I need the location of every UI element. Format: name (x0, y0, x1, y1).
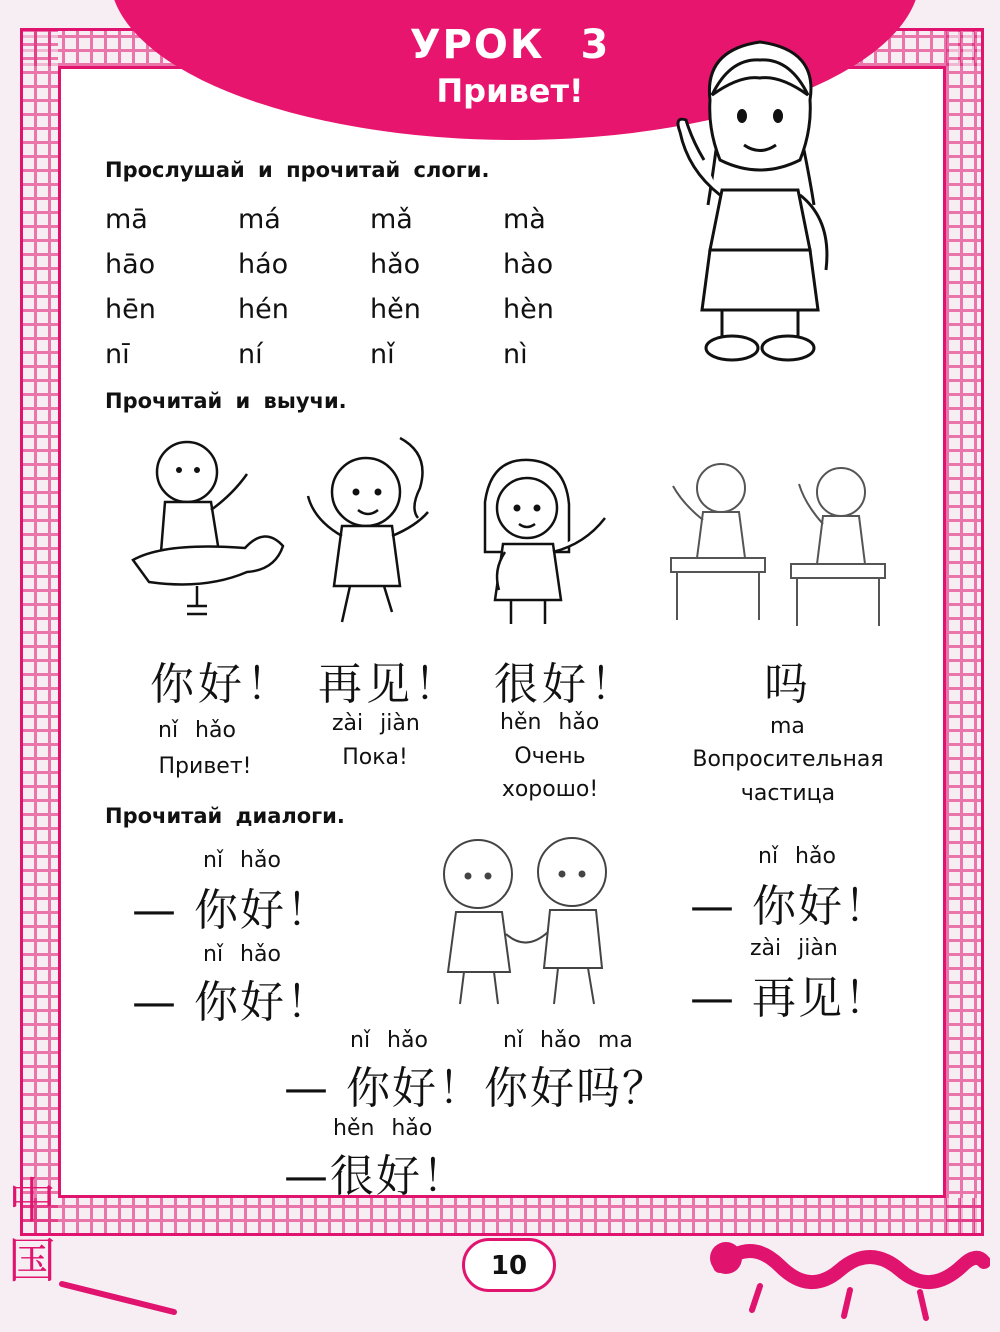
word-gloss: Очень (514, 744, 586, 769)
syllable: hǎo (370, 249, 421, 280)
word-hanzi: 很好！ (494, 659, 638, 710)
syllable: hēn (105, 294, 156, 325)
dialog-line: — 你好！ (132, 885, 332, 936)
dialog-pinyin: nǐ hǎo (203, 848, 281, 873)
lesson-title: Привет! (436, 72, 584, 110)
side-character: 国 (8, 1233, 57, 1289)
syllable: ní (238, 339, 263, 370)
word-gloss: Привет! (158, 754, 252, 779)
syllable: má (238, 204, 281, 235)
word-pinyin: zài jiàn (332, 711, 420, 736)
word-pinyin: nǐ hǎo (158, 718, 236, 743)
pupils-at-desks-illustration (655, 448, 895, 638)
syllable: mà (503, 204, 546, 235)
side-character: 中 (8, 1173, 57, 1229)
syllable: nǐ (370, 339, 395, 370)
page-number-badge (462, 1238, 556, 1292)
syllable: hào (503, 249, 554, 280)
dialog-pinyin: nǐ hǎo (350, 1028, 428, 1053)
section-title-dialogs: Прочитай диалоги. (105, 804, 345, 828)
word-hanzi: 再见！ (318, 659, 462, 710)
word-pinyin: ma (770, 714, 805, 739)
dialog-line: — 你好！你好吗？ (284, 1063, 668, 1114)
syllable: háo (238, 249, 289, 280)
word-gloss: Вопросительная (692, 747, 884, 772)
lesson-number: УРОК 3 (409, 22, 611, 68)
word-hanzi: 吗 (764, 659, 812, 710)
syllable: nì (503, 339, 528, 370)
section-title-learn: Прочитай и выучи. (105, 389, 347, 413)
syllable: mǎ (370, 204, 413, 235)
children-holding-hands-illustration (408, 822, 638, 1010)
dialog-pinyin: zài jiàn (750, 936, 838, 961)
dialog-pinyin: nǐ hǎo ma (503, 1028, 633, 1053)
girl-jumping-illustration (292, 418, 452, 630)
dialog-pinyin: nǐ hǎo (758, 844, 836, 869)
dragon-icon (700, 1226, 990, 1330)
girl-waving-illustration (660, 20, 860, 370)
page-number: 10 (490, 1251, 528, 1281)
word-gloss: хорошо! (501, 777, 599, 802)
syllable: nī (105, 339, 130, 370)
dialog-line: — 你好！ (132, 977, 332, 1028)
section-title-syllables: Прослушай и прочитай слоги. (105, 158, 490, 182)
dialog-line: —很好！ (284, 1151, 468, 1202)
syllable: mā (105, 204, 148, 235)
syllable: hěn (370, 294, 421, 325)
boy-on-rocking-horse-illustration (115, 430, 295, 630)
word-pinyin: hěn hǎo (500, 710, 600, 735)
word-gloss: частица (740, 781, 836, 806)
dialog-line: — 你好！ (690, 881, 890, 932)
syllable: hāo (105, 249, 156, 280)
word-gloss: Пока! (342, 745, 408, 770)
girl-waving-hello-illustration (465, 452, 635, 628)
syllable: hèn (503, 294, 554, 325)
syllable: hén (238, 294, 289, 325)
dialog-line: — 再见！ (690, 973, 890, 1024)
word-hanzi: 你好！ (150, 659, 294, 710)
dialog-pinyin: hěn hǎo (333, 1116, 433, 1141)
dialog-pinyin: nǐ hǎo (203, 942, 281, 967)
brush-icon (58, 1278, 178, 1318)
